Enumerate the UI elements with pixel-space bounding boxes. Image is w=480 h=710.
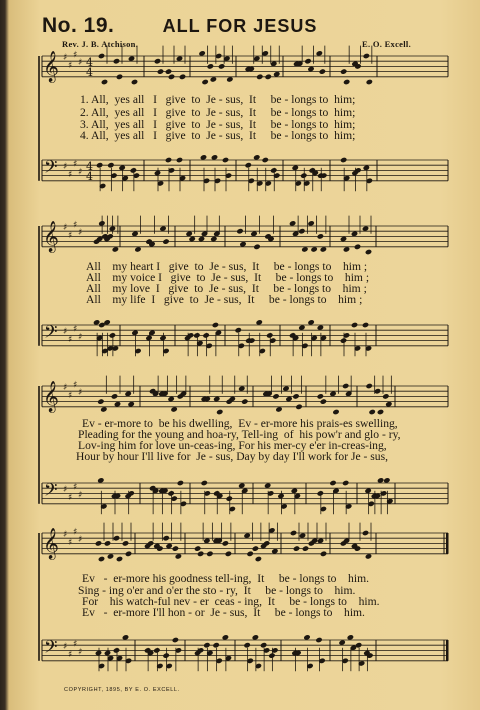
lyric-line: All my voice I give to Je - sus, It be - longs to him ;	[86, 271, 370, 284]
note-head	[116, 556, 123, 562]
note-head	[193, 332, 200, 338]
composer-credit: E. O. Excell.	[362, 39, 411, 49]
note-head	[177, 480, 184, 486]
lyric-line: 3. All, yes all I give to Je - sus, It be - longs to him;	[80, 118, 356, 131]
note-head	[298, 228, 305, 234]
sharp-sign: ♯	[63, 642, 68, 653]
final-barline	[446, 533, 449, 554]
note-head	[320, 398, 327, 404]
note-head	[268, 652, 275, 658]
note-head	[302, 545, 309, 551]
note-head	[300, 172, 307, 178]
note-head	[194, 545, 201, 551]
note-head	[340, 337, 347, 343]
note-head	[125, 551, 132, 557]
treble-clef: 𝄞	[43, 381, 59, 412]
note-head	[241, 398, 248, 404]
note-head	[202, 332, 209, 338]
sharp-sign: ♯	[68, 60, 73, 71]
note-head	[95, 540, 102, 546]
lyric-line: 4. All, yes all I give to Je - sus, It be - longs to him;	[80, 129, 356, 142]
note-head	[212, 322, 219, 328]
sharp-sign: ♯	[68, 650, 73, 660]
hymn-number: No. 19.	[42, 14, 115, 37]
note-head	[253, 244, 260, 250]
note-head	[332, 409, 339, 415]
note-head	[131, 79, 138, 85]
lyric-line: All my heart I give to Je - sus, It be - longs to him ;	[86, 260, 368, 273]
note-head	[113, 58, 120, 64]
sharp-sign: ♯	[73, 482, 78, 493]
note-head	[265, 74, 272, 80]
note-head	[304, 58, 311, 64]
note-head	[107, 162, 114, 168]
note-head	[212, 642, 219, 648]
lyric-line: 2. All, yes all I give to Je - sus, It be - longs to him;	[80, 106, 356, 119]
note-head	[363, 53, 370, 59]
note-head	[340, 68, 347, 74]
note-head	[113, 647, 120, 653]
note-head	[366, 79, 373, 85]
time-signature: 4	[86, 170, 93, 183]
sharp-sign: ♯	[63, 162, 68, 173]
sharp-sign: ♯	[78, 388, 83, 399]
note-head	[290, 530, 297, 536]
time-signature: 4	[86, 66, 93, 79]
sharp-sign: ♯	[78, 535, 83, 546]
note-head	[365, 249, 372, 255]
sharp-sign: ♯	[68, 335, 73, 345]
sharp-sign: ♯	[73, 639, 78, 650]
note-head	[293, 545, 300, 551]
note-head	[256, 74, 263, 80]
sharp-sign: ♯	[63, 53, 68, 63]
note-head	[97, 398, 104, 404]
note-head	[342, 480, 349, 486]
note-head	[197, 551, 204, 557]
treble-clef: 𝄞	[43, 51, 59, 82]
note-head	[162, 238, 169, 244]
sharp-sign: ♯	[68, 537, 73, 548]
sharp-sign: ♯	[68, 390, 73, 401]
sharp-sign: ♯	[63, 327, 68, 338]
lyric-line: Ev - er-more I'll hon - or Je - sus, It be - longs to him.	[82, 606, 365, 619]
bass-clef: 𝄢	[44, 157, 58, 181]
note-head	[235, 327, 242, 333]
note-head	[98, 53, 105, 59]
sharp-sign: ♯	[73, 220, 78, 231]
note-head	[340, 157, 347, 163]
sharp-sign: ♯	[68, 230, 73, 241]
note-head	[329, 480, 336, 486]
note-head	[111, 393, 118, 399]
note-head	[218, 63, 225, 69]
lyric-line: Pleading for the young and hoa-ry, Tell-ing of his pow'r and glo - ry,	[78, 428, 401, 441]
note-head	[116, 74, 123, 80]
time-signature: 4	[86, 160, 93, 173]
bass-clef: 𝄢	[44, 637, 58, 661]
note-head	[272, 393, 279, 399]
treble-clef: 𝄞	[43, 221, 59, 252]
note-head	[317, 490, 324, 496]
note-head	[162, 535, 169, 541]
sharp-sign: ♯	[68, 170, 73, 180]
sharp-sign: ♯	[73, 50, 78, 61]
note-head	[320, 551, 327, 557]
note-head	[245, 162, 252, 168]
note-head	[243, 642, 250, 648]
sharp-sign: ♯	[78, 228, 83, 239]
lyricist-credit: Rev. J. B. Atchison.	[62, 39, 139, 49]
note-head	[176, 157, 183, 163]
note-head	[362, 322, 369, 328]
note-head	[165, 68, 172, 74]
sharp-sign: ♯	[73, 380, 78, 391]
note-head	[246, 551, 253, 557]
note-head	[222, 540, 229, 546]
sharp-sign: ♯	[68, 493, 73, 503]
treble-clef: 𝄞	[43, 528, 59, 559]
note-head	[315, 637, 322, 643]
sharp-sign: ♯	[63, 223, 68, 233]
sharp-sign: ♯	[78, 647, 83, 658]
note-head	[368, 409, 375, 415]
sharp-sign: ♯	[63, 485, 68, 496]
lyric-line: All my love I give to Je - sus, It be - longs to him ;	[86, 282, 367, 295]
note-head	[165, 157, 172, 163]
note-head	[236, 228, 243, 234]
note-head	[216, 409, 223, 415]
note-head	[172, 637, 179, 643]
note-head	[295, 404, 302, 410]
hymn-title: ALL FOR JESUS	[162, 16, 318, 36]
note-head	[270, 167, 277, 173]
note-head	[260, 642, 267, 648]
sharp-sign: ♯	[63, 383, 68, 393]
sharp-sign: ♯	[73, 159, 78, 170]
time-signature: 4	[86, 56, 93, 69]
lyric-line: Hour by hour I'll live for Je - sus, Day by day I'll work for Je - sus,	[76, 450, 389, 463]
sharp-sign: ♯	[78, 332, 83, 343]
note-head	[255, 556, 262, 562]
note-head	[130, 167, 137, 173]
note-head	[101, 79, 108, 85]
note-head	[317, 233, 324, 239]
note-head	[201, 79, 208, 85]
note-head	[203, 642, 210, 648]
note-head	[179, 74, 186, 80]
lyric-line: Lov-ing him for love un-ceas-ing, For his mer-cy e'er in-creas-ing,	[78, 439, 387, 452]
note-head	[207, 63, 214, 69]
note-head	[354, 244, 361, 250]
note-head	[98, 556, 105, 562]
bass-clef: 𝄢	[44, 322, 58, 346]
note-head	[362, 530, 369, 536]
note-head	[292, 393, 299, 399]
note-head	[342, 383, 349, 389]
note-head	[226, 495, 233, 501]
bass-clef: 𝄢	[44, 480, 58, 504]
sharp-sign: ♯	[63, 530, 68, 540]
lyric-line: All my life I give to Je - sus, It be - longs to him ;	[86, 293, 363, 306]
note-head	[154, 58, 161, 64]
note-head	[104, 540, 111, 546]
note-head	[377, 409, 384, 415]
note-head	[113, 535, 120, 541]
lyric-line: For his watch-ful nev - er ceas - ing, It be - longs to him.	[82, 595, 380, 608]
note-head	[172, 545, 179, 551]
sharp-sign: ♯	[73, 527, 78, 538]
note-head	[201, 480, 208, 486]
sharp-sign: ♯	[73, 324, 78, 335]
note-head	[157, 68, 164, 74]
note-head	[252, 545, 259, 551]
note-head	[319, 68, 326, 74]
note-head	[343, 79, 350, 85]
note-head	[122, 540, 129, 546]
note-head	[382, 393, 389, 399]
note-head	[168, 74, 175, 80]
sharp-sign: ♯	[78, 58, 83, 69]
note-head	[206, 551, 213, 557]
note-head	[222, 157, 229, 163]
note-head	[365, 383, 372, 389]
lyric-line: 1. All, yes all I give to Je - sus, It be - longs to him;	[80, 93, 356, 106]
sharp-sign: ♯	[78, 490, 83, 501]
lyric-line: Ev - er-more to be his dwelling, Ev - er-more his prais-es swelling,	[82, 417, 398, 430]
note-head	[266, 332, 273, 338]
note-head	[351, 322, 358, 328]
copyright-notice: COPYRIGHT, 1895, BY E. O. EXCELL.	[64, 687, 180, 693]
note-head	[109, 332, 116, 338]
note-head	[317, 393, 324, 399]
note-head	[262, 157, 269, 163]
note-head	[225, 551, 232, 557]
note-head	[153, 647, 160, 653]
sharp-sign: ♯	[78, 167, 83, 178]
note-head	[96, 162, 103, 168]
lyric-line: Sing - ing o'er and o'er the sto - ry, It be - longs to him.	[78, 584, 356, 597]
note-head	[167, 490, 174, 496]
final-barline	[446, 640, 449, 661]
lyric-line: Ev - er-more his goodness tell-ing, It be - longs to him.	[82, 572, 369, 585]
note-head	[162, 652, 169, 658]
